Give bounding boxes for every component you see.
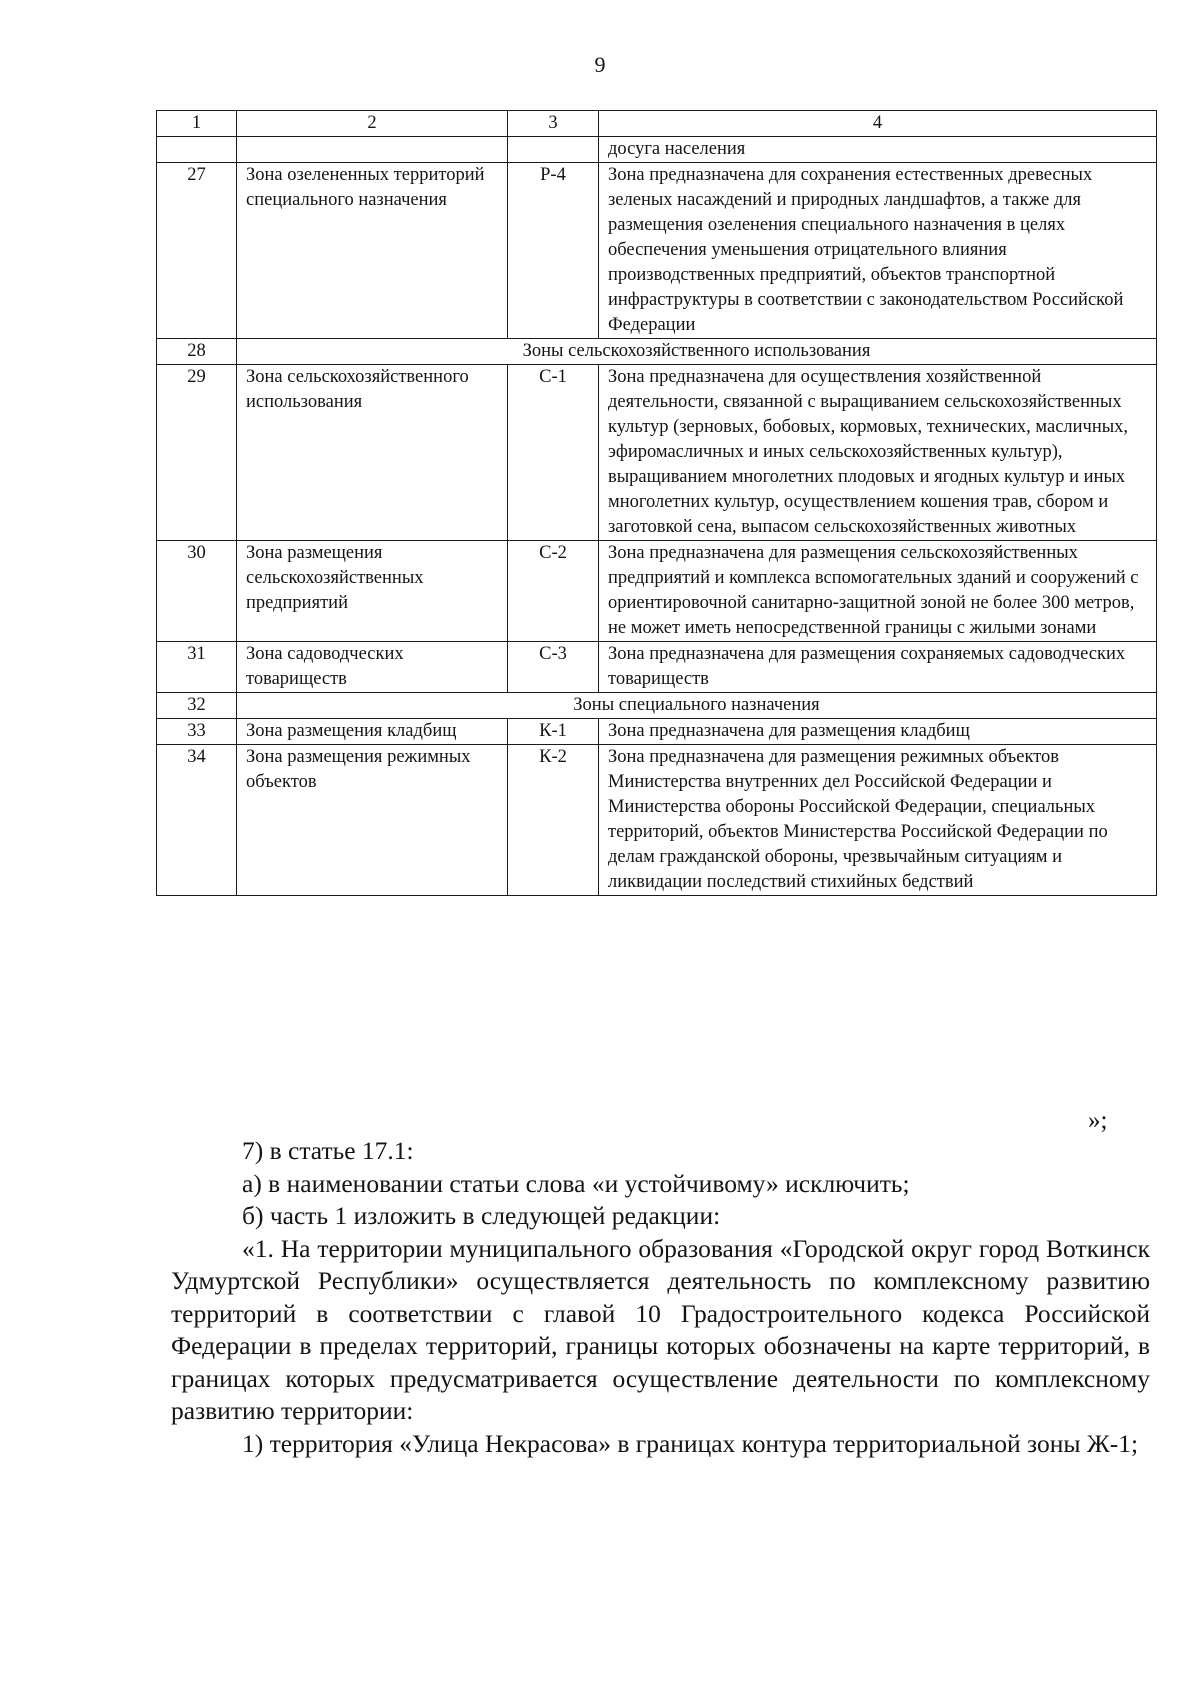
table-row bbox=[157, 137, 1157, 163]
paragraph: 7) в статье 17.1: bbox=[242, 1136, 414, 1165]
paragraph: а) в наименовании статьи слова «и устойчивому» исключить; bbox=[242, 1168, 910, 1198]
table-group-row bbox=[157, 693, 1157, 719]
zone-code: С-3 bbox=[508, 642, 599, 693]
row-number: 27 bbox=[157, 163, 237, 339]
paragraph: б) часть 1 изложить в следующей редакции: bbox=[242, 1201, 721, 1230]
zone-group-title: Зоны сельскохозяйственного использования bbox=[237, 339, 1157, 365]
zone-description: досуга населения bbox=[599, 137, 1157, 163]
zone-description: Зона предназначена для размещения режимных объектов Министерства внутренних дел Российской Федерации и Министерства обороны Российской Федерации, специальных территорий, объектов Министерства Российской Федерации по делам гражданской обороны, чрезвычайным ситуациям и ликвидации последствий стихийных бедствий bbox=[599, 745, 1157, 896]
zone-code: Р-4 bbox=[508, 163, 599, 339]
table-group-row bbox=[157, 339, 1157, 365]
zone-description: Зона предназначена для размещения кладбищ bbox=[599, 719, 1157, 745]
table-header-row bbox=[157, 111, 1157, 137]
zone-code: К-1 bbox=[508, 719, 599, 745]
column-header: 3 bbox=[508, 111, 599, 137]
paragraph: 1) территория «Улица Некрасова» в границах контура территориальной зоны Ж-1; bbox=[242, 1428, 1139, 1458]
zone-name: Зона озелененных территорий специального назначения bbox=[237, 163, 508, 339]
zone-code: К-2 bbox=[508, 745, 599, 896]
zone-name bbox=[237, 137, 508, 163]
zone-group-title: Зоны специального назначения bbox=[237, 693, 1157, 719]
page-number: 9 bbox=[594, 52, 606, 77]
paragraph: «1. На территории муниципального образования «Городской округ город Воткинск Удмуртской Республики» осуществляется деятельность по комплексному развитию территорий в соответствии с главой 10 Градостроительного кодекса Российской Федерации в пределах территорий, границы которых обозначены на карте территорий, в границах которых предусматривается осуществление деятельности по комплексному развитию территории: bbox=[171, 1233, 1150, 1425]
column-header: 2 bbox=[237, 111, 508, 137]
table-row bbox=[157, 745, 1157, 896]
zone-name: Зона сельскохозяйственного использования bbox=[237, 365, 508, 541]
row-number: 30 bbox=[157, 541, 237, 642]
row-number bbox=[157, 137, 237, 163]
zone-code: С-1 bbox=[508, 365, 599, 541]
zones-table bbox=[156, 110, 1157, 896]
zone-description: Зона предназначена для осуществления хозяйственной деятельности, связанной с выращиванием сельскохозяйственных культур (зерновых, бобовых, кормовых, технических, масличных, эфиромасличных и иных сельскохозяйственных культур), выращиванием многолетних плодовых и ягодных культур и иных многолетних культур, осуществлением кошения трав, сбором и заготовкой сена, выпасом сельскохозяйственных животных bbox=[599, 365, 1157, 541]
zone-description: Зона предназначена для размещения сельскохозяйственных предприятий и комплекса вспомогательных зданий и сооружений с ориентировочной санитарно-защитной зоной не более 300 метров, не может иметь непосредственной границы с жилыми зонами bbox=[599, 541, 1157, 642]
zone-code: С-2 bbox=[508, 541, 599, 642]
table-row bbox=[157, 163, 1157, 339]
table-row bbox=[157, 541, 1157, 642]
zone-name: Зона садоводческих товариществ bbox=[237, 642, 508, 693]
zone-code bbox=[508, 137, 599, 163]
row-number: 28 bbox=[157, 339, 237, 365]
table-row bbox=[157, 365, 1157, 541]
table-row bbox=[157, 719, 1157, 745]
body-text bbox=[171, 1135, 1150, 1460]
column-header: 4 bbox=[599, 111, 1157, 137]
zone-name: Зона размещения режимных объектов bbox=[237, 745, 508, 896]
closing-quote-mark: »; bbox=[1088, 1107, 1108, 1134]
zone-name: Зона размещения кладбищ bbox=[237, 719, 508, 745]
row-number: 32 bbox=[157, 693, 237, 719]
row-number: 31 bbox=[157, 642, 237, 693]
table-row bbox=[157, 642, 1157, 693]
zone-description: Зона предназначена для сохранения естественных древесных зеленых насаждений и природных ландшафтов, а также для размещения озеленения специального назначения в целях обеспечения уменьшения отрицательного влияния производственных предприятий, объектов транспортной инфраструктуры в соответствии с законодательством Российской Федерации bbox=[599, 163, 1157, 339]
row-number: 34 bbox=[157, 745, 237, 896]
column-header: 1 bbox=[157, 111, 237, 137]
row-number: 33 bbox=[157, 719, 237, 745]
row-number: 29 bbox=[157, 365, 237, 541]
zone-name: Зона размещения сельскохозяйственных предприятий bbox=[237, 541, 508, 642]
zone-description: Зона предназначена для размещения сохраняемых садоводческих товариществ bbox=[599, 642, 1157, 693]
